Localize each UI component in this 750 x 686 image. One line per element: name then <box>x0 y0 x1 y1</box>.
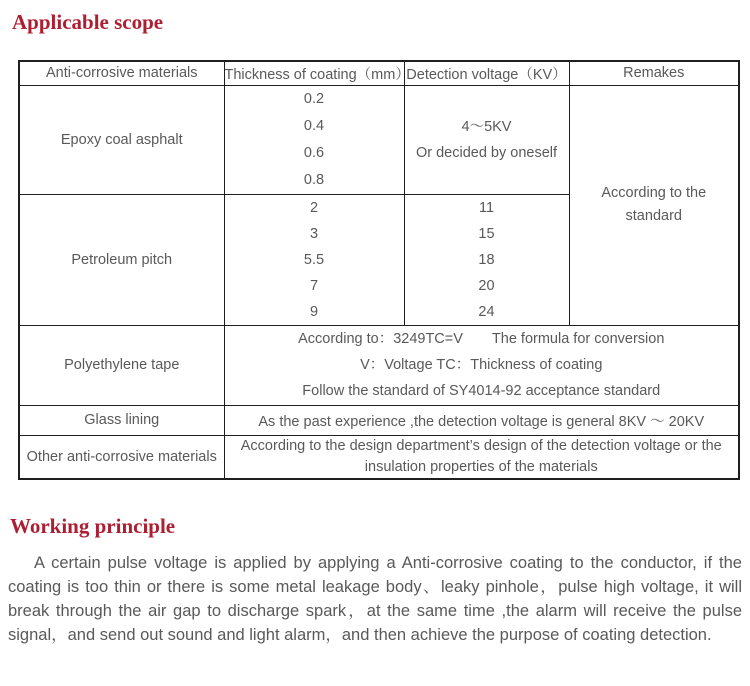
table-row-epoxy <box>19 85 739 194</box>
other-detail-cell: According to the design department’s design of the detection voltage or the insulation properties of the materials <box>224 435 739 479</box>
petroleum-voltage-cell <box>404 194 569 325</box>
glass-material-cell: Glass lining <box>19 405 224 435</box>
thickness-value: 9 <box>309 303 319 320</box>
voltage-value: 18 <box>478 251 495 268</box>
header-materials: Anti-corrosive materials <box>19 61 224 85</box>
voltage-value: 15 <box>478 225 495 242</box>
thickness-value: 2 <box>309 199 319 216</box>
petroleum-material-cell: Petroleum pitch <box>19 194 224 325</box>
formula-line: Follow the standard of SY4014-92 acceptance standard <box>302 383 661 399</box>
petroleum-thickness-cell <box>224 194 404 325</box>
thickness-value: 0.6 <box>303 144 325 161</box>
remakes-line: According to the <box>601 185 707 201</box>
epoxy-voltage-cell <box>404 85 569 194</box>
table-row-other-materials <box>19 435 739 479</box>
formula-line: According to：3249TC=V The formula for conversion <box>298 331 665 347</box>
thickness-value: 0.8 <box>303 171 325 188</box>
polyethylene-detail-cell <box>224 325 739 405</box>
working-principle-heading: Working principle <box>10 513 176 538</box>
applicable-scope-heading: Applicable scope <box>12 10 164 34</box>
header-thickness: Thickness of coating（mm） <box>224 61 404 85</box>
other-material-cell: Other anti-corrosive materials <box>19 435 224 479</box>
voltage-value: 11 <box>478 199 495 216</box>
voltage-line: 4～5KV <box>461 118 512 135</box>
thickness-value: 3 <box>309 225 319 242</box>
thickness-value: 5.5 <box>303 251 325 268</box>
working-principle-paragraph: A certain pulse voltage is applied by applying a Anti-corrosive coating to the conductor, if the coating is too thin or there is some metal leakage body、leaky pinhole，pulse high voltage, it will break through the air gap to discharge spark，at the same time ,the alarm will receive the pulse signal，and send out sound and light alarm，and then achieve the purpose of coating detection. <box>8 553 742 644</box>
thickness-value: 0.2 <box>303 90 325 107</box>
epoxy-thickness-cell <box>224 85 404 194</box>
header-voltage: Detection voltage（KV） <box>404 61 569 85</box>
epoxy-material-cell: Epoxy coal asphalt <box>19 85 224 194</box>
voltage-value: 24 <box>478 303 495 320</box>
applicable-scope-table <box>18 60 740 480</box>
formula-line: V：Voltage TC：Thickness of coating <box>360 357 603 373</box>
glass-detail-cell: As the past experience ,the detection voltage is general 8KV ～ 20KV <box>224 405 739 435</box>
remakes-cell <box>569 85 739 325</box>
remakes-line: standard <box>625 208 682 224</box>
table-header-row <box>19 61 739 85</box>
header-remakes: Remakes <box>569 61 739 85</box>
voltage-line: Or decided by oneself <box>415 144 558 161</box>
voltage-value: 20 <box>478 277 495 294</box>
thickness-value: 0.4 <box>303 117 325 134</box>
table-row-polyethylene <box>19 325 739 405</box>
polyethylene-material-cell: Polyethylene tape <box>19 325 224 405</box>
table-row-glass-lining <box>19 405 739 435</box>
thickness-value: 7 <box>309 277 319 294</box>
